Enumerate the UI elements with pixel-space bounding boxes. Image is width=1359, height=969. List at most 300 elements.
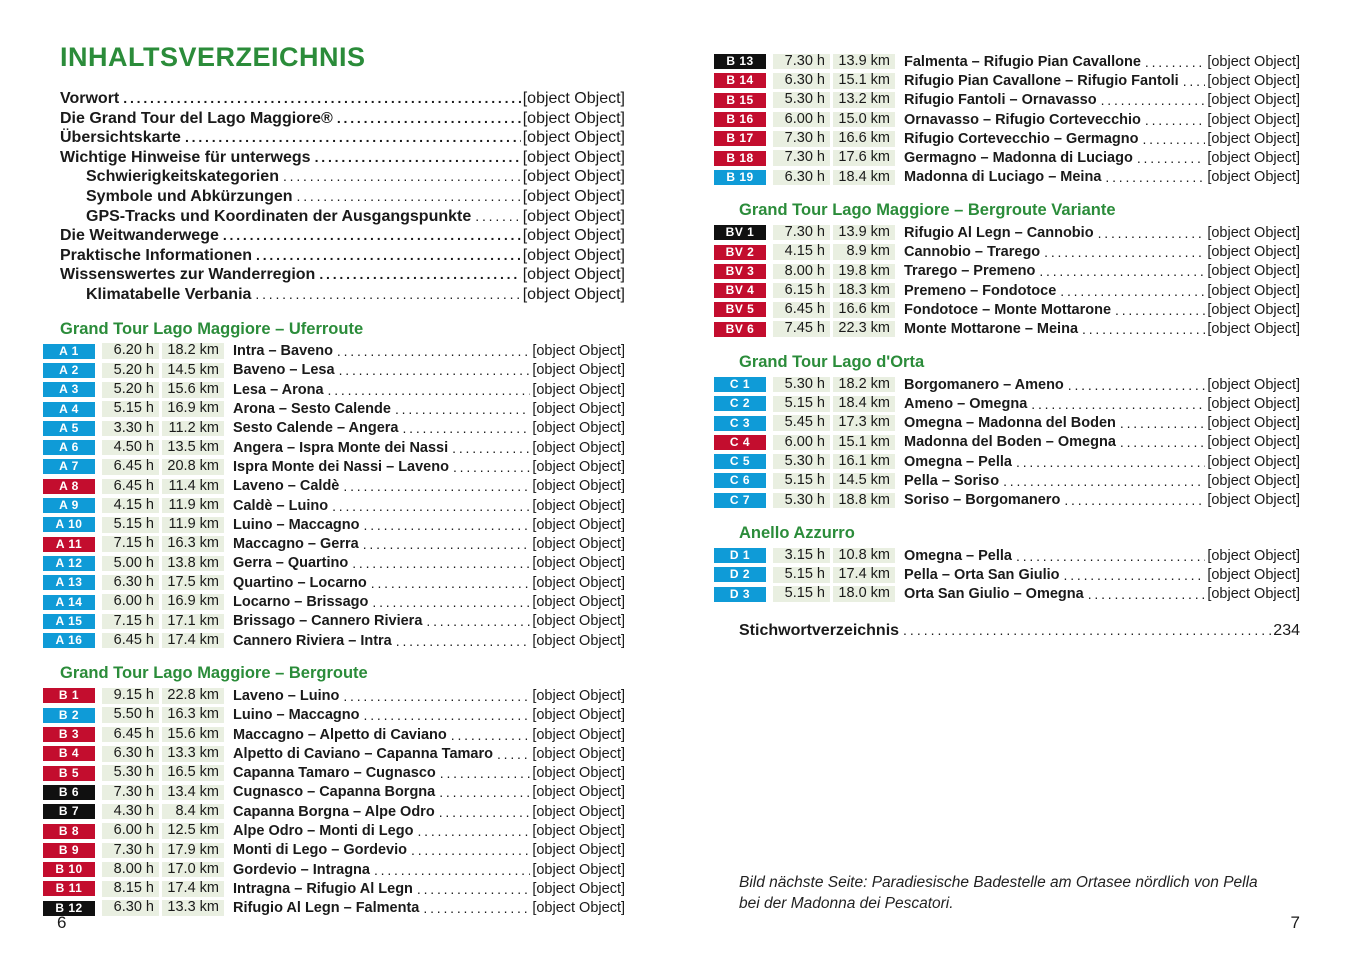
- route-list-bergroute: [43, 686, 625, 918]
- leader-dots: [1003, 473, 1205, 489]
- route-time: 5.30 h: [773, 92, 830, 108]
- route-page-number: [object Object]: [1207, 301, 1300, 318]
- leader-dots: [395, 401, 530, 417]
- leader-dots: [352, 555, 530, 571]
- route-row: [714, 91, 1300, 110]
- route-time: 8.15 h: [102, 881, 159, 897]
- route-distance: 14.5 km: [162, 363, 224, 379]
- section-title-lago-dorta: Grand Tour Lago d'Orta: [739, 352, 925, 371]
- route-row: [43, 592, 625, 611]
- leader-dots: [1145, 54, 1205, 70]
- route-distance: 18.0 km: [833, 586, 895, 602]
- route-name: Rifugio Al Legn – Falmenta: [233, 900, 420, 917]
- route-distance: 13.8 km: [162, 556, 224, 572]
- route-name: Madonna del Boden – Omegna: [904, 434, 1116, 451]
- route-badge: A 5: [43, 421, 95, 436]
- route-page-number: [object Object]: [1207, 150, 1300, 167]
- leader-dots: [1098, 225, 1206, 241]
- route-name: Alpe Odro – Monti di Lego: [233, 823, 414, 839]
- route-page-number: [object Object]: [1207, 263, 1300, 280]
- leader-dots: [451, 727, 531, 743]
- route-badge: C 7: [714, 493, 766, 508]
- route-row: [43, 631, 625, 650]
- route-distance: 16.3 km: [162, 707, 224, 723]
- route-page-number: [object Object]: [532, 439, 625, 456]
- route-row: [43, 535, 625, 554]
- route-time: 6.15 h: [773, 283, 830, 299]
- route-page-number: [object Object]: [532, 823, 625, 839]
- leader-dots: [343, 688, 530, 704]
- route-row: [43, 515, 625, 534]
- route-page-number: [object Object]: [1207, 92, 1300, 109]
- route-distance: 18.4 km: [833, 396, 895, 412]
- front-matter-list: [60, 90, 625, 306]
- route-badge: B 5: [43, 766, 95, 781]
- route-row: [43, 802, 625, 821]
- route-row: [714, 242, 1300, 261]
- route-name: Premeno – Fondotoce: [904, 282, 1057, 299]
- leader-dots: [185, 129, 521, 145]
- route-name: Ispra Monte dei Nassi – Laveno: [233, 458, 449, 475]
- route-row: [43, 457, 625, 476]
- route-name: Cugnasco – Capanna Borgna: [233, 784, 436, 801]
- entry-page-number: [object Object]: [522, 148, 625, 166]
- route-badge: B 9: [43, 843, 95, 858]
- route-name: Arona – Sesto Calende: [233, 401, 391, 418]
- entry-label: Klimatabelle Verbania: [86, 285, 252, 303]
- route-page-number: [object Object]: [1207, 547, 1300, 564]
- entry-label: Symbole und Abkürzungen: [86, 187, 293, 205]
- route-time: 5.15 h: [773, 396, 830, 412]
- route-distance: 20.8 km: [162, 459, 224, 475]
- route-name: Luino – Maccagno: [233, 516, 360, 533]
- route-row: [43, 419, 625, 438]
- route-row: [714, 491, 1300, 510]
- page-number-left: 6: [57, 913, 67, 932]
- leader-dots: [372, 594, 530, 610]
- route-distance: 11.9 km: [162, 498, 224, 514]
- route-list-lago-dorta: [714, 375, 1300, 510]
- route-time: 4.15 h: [102, 498, 159, 514]
- front-matter-entry: [60, 129, 625, 149]
- route-name: Brissago – Cannero Riviera: [233, 613, 423, 630]
- route-time: 5.45 h: [773, 415, 830, 431]
- route-name: Baveno – Lesa: [233, 362, 335, 379]
- route-row: [43, 554, 625, 573]
- leader-dots: [319, 266, 520, 282]
- route-page-number: [object Object]: [532, 381, 625, 398]
- route-badge: A 4: [43, 402, 95, 417]
- route-badge: BV 2: [714, 245, 766, 260]
- leader-dots: [364, 517, 531, 533]
- route-row: [714, 223, 1300, 242]
- route-row: [714, 71, 1300, 90]
- route-time: 6.00 h: [102, 594, 159, 610]
- index-entry: [739, 622, 1300, 640]
- route-name: Laveno – Caldè: [233, 478, 340, 495]
- entry-page-number: [object Object]: [522, 90, 625, 107]
- route-time: 5.30 h: [773, 377, 830, 393]
- route-page-number: [object Object]: [532, 516, 625, 533]
- route-page-number: [object Object]: [532, 687, 625, 704]
- route-badge: B 15: [714, 93, 766, 108]
- route-distance: 8.9 km: [833, 244, 895, 260]
- route-badge: BV 6: [714, 322, 766, 337]
- route-time: 5.30 h: [773, 493, 830, 509]
- route-time: 9.15 h: [102, 688, 159, 704]
- route-row: [43, 706, 625, 725]
- route-badge: D 1: [714, 548, 766, 563]
- leader-dots: [123, 90, 520, 106]
- route-time: 5.20 h: [102, 363, 159, 379]
- leader-dots: [337, 110, 521, 126]
- route-badge: A 8: [43, 479, 95, 494]
- route-page-number: [object Object]: [1207, 453, 1300, 470]
- route-name: Locarno – Brissago: [233, 594, 369, 611]
- route-name: Laveno – Luino: [233, 687, 340, 704]
- leader-dots: [439, 784, 530, 800]
- route-badge: A 10: [43, 517, 95, 532]
- entry-page-number: [object Object]: [522, 246, 625, 264]
- route-distance: 8.4 km: [162, 804, 224, 820]
- front-matter-entry: [60, 90, 625, 110]
- leader-dots: [1060, 283, 1205, 299]
- route-page-number: [object Object]: [1207, 566, 1300, 583]
- route-time: 5.15 h: [773, 567, 830, 583]
- index-page-number: 234: [1273, 621, 1300, 639]
- route-time: 7.30 h: [773, 54, 830, 70]
- route-time: 7.30 h: [102, 843, 159, 859]
- route-time: 6.00 h: [102, 823, 159, 839]
- route-badge: B 13: [714, 54, 766, 69]
- route-name: Monti di Lego – Gordevio: [233, 842, 407, 859]
- leader-dots: [339, 362, 531, 378]
- route-distance: 11.4 km: [162, 479, 224, 495]
- route-distance: 13.2 km: [833, 92, 895, 108]
- route-badge: B 19: [714, 170, 766, 185]
- route-name: Ameno – Omegna: [904, 395, 1028, 412]
- route-page-number: [object Object]: [532, 745, 625, 762]
- route-badge: BV 4: [714, 283, 766, 298]
- leader-dots: [439, 804, 531, 820]
- route-distance: 15.0 km: [833, 112, 895, 128]
- route-badge: A 12: [43, 556, 95, 571]
- route-badge: B 12: [43, 901, 95, 916]
- route-distance: 13.5 km: [162, 440, 224, 456]
- route-page-number: [object Object]: [1207, 169, 1300, 186]
- route-badge: A 11: [43, 537, 95, 552]
- route-row: [43, 438, 625, 457]
- route-distance: 16.3 km: [162, 536, 224, 552]
- route-page-number: [object Object]: [532, 555, 625, 572]
- route-row: [43, 612, 625, 631]
- page-title: INHALTSVERZEICHNIS: [60, 42, 366, 72]
- leader-dots: [297, 188, 521, 204]
- entry-label: Wissenswertes zur Wanderregion: [60, 266, 316, 284]
- leader-dots: [283, 168, 521, 184]
- route-name: Soriso – Borgomanero: [904, 492, 1061, 509]
- section-title-bergroute: Grand Tour Lago Maggiore – Bergroute: [60, 664, 368, 683]
- route-time: 4.15 h: [773, 244, 830, 260]
- route-distance: 16.9 km: [162, 401, 224, 417]
- route-distance: 17.4 km: [833, 567, 895, 583]
- route-distance: 22.3 km: [833, 321, 895, 337]
- route-distance: 16.1 km: [833, 454, 895, 470]
- route-name: Luino – Maccagno: [233, 707, 360, 724]
- route-time: 6.30 h: [102, 746, 159, 762]
- route-distance: 13.3 km: [162, 746, 224, 762]
- route-time: 7.15 h: [102, 536, 159, 552]
- route-row: [43, 399, 625, 418]
- route-time: 6.20 h: [102, 343, 159, 359]
- route-badge: C 5: [714, 454, 766, 469]
- leader-dots: [411, 842, 530, 858]
- leader-dots: [256, 247, 521, 263]
- route-distance: 16.6 km: [833, 302, 895, 318]
- route-page-number: [object Object]: [532, 574, 625, 591]
- route-page-number: [object Object]: [532, 478, 625, 495]
- leader-dots: [255, 286, 520, 302]
- route-name: Trarego – Premeno: [904, 263, 1036, 280]
- route-page-number: [object Object]: [1207, 111, 1300, 128]
- route-page-number: [object Object]: [1207, 434, 1300, 451]
- route-badge: A 1: [43, 344, 95, 359]
- route-distance: 11.2 km: [162, 421, 224, 437]
- leader-dots: [337, 343, 530, 359]
- route-distance: 12.5 km: [162, 823, 224, 839]
- leader-dots: [1064, 567, 1206, 583]
- front-matter-entry: [60, 208, 625, 228]
- route-row: [43, 380, 625, 399]
- route-row: [43, 763, 625, 782]
- route-time: 8.00 h: [102, 862, 159, 878]
- route-row: [714, 375, 1300, 394]
- route-page-number: [object Object]: [532, 842, 625, 859]
- route-time: 7.30 h: [773, 150, 830, 166]
- entry-page-number: [object Object]: [522, 207, 625, 225]
- route-page-number: [object Object]: [532, 707, 625, 724]
- route-row: [714, 433, 1300, 452]
- route-badge: BV 1: [714, 225, 766, 240]
- route-page-number: [object Object]: [532, 900, 625, 917]
- route-badge: D 2: [714, 567, 766, 582]
- route-time: 6.45 h: [102, 727, 159, 743]
- route-distance: 22.8 km: [162, 688, 224, 704]
- route-time: 8.00 h: [773, 264, 830, 280]
- leader-dots: [363, 536, 531, 552]
- route-name: Intragna – Rifugio Al Legn: [233, 880, 413, 897]
- route-page-number: [object Object]: [1207, 244, 1300, 261]
- entry-label: Wichtige Hinweise für unterwegs: [60, 148, 311, 166]
- front-matter-entry: [60, 227, 625, 247]
- route-time: 4.30 h: [102, 804, 159, 820]
- route-name: Lesa – Arona: [233, 381, 324, 398]
- route-distance: 17.1 km: [162, 614, 224, 630]
- route-name: Capanna Borgna – Alpe Odro: [233, 803, 435, 820]
- leader-dots: [903, 622, 1271, 638]
- leader-dots: [1068, 377, 1206, 393]
- route-time: 6.30 h: [102, 575, 159, 591]
- route-time: 5.20 h: [102, 382, 159, 398]
- route-row: [714, 168, 1300, 187]
- route-badge: A 2: [43, 363, 95, 378]
- route-row: [714, 262, 1300, 281]
- route-row: [714, 148, 1300, 167]
- route-name: Ornavasso – Rifugio Cortevecchio: [904, 111, 1141, 128]
- route-time: 3.30 h: [102, 421, 159, 437]
- route-distance: 16.5 km: [162, 765, 224, 781]
- route-name: Pella – Soriso: [904, 472, 1000, 489]
- route-badge: C 2: [714, 396, 766, 411]
- leader-dots: [1115, 302, 1205, 318]
- route-distance: 15.1 km: [833, 73, 895, 89]
- photo-caption: Bild nächste Seite: Paradiesische Badestelle am Ortasee nördlich von Pella bei der Madonna dei Pescatori.: [739, 874, 1258, 912]
- route-time: 5.00 h: [102, 556, 159, 572]
- route-row: [714, 281, 1300, 300]
- leader-dots: [396, 633, 531, 649]
- route-name: Rifugio Fantoli – Ornavasso: [904, 92, 1097, 109]
- route-distance: 17.5 km: [162, 575, 224, 591]
- route-page-number: [object Object]: [532, 613, 625, 630]
- route-badge: B 17: [714, 131, 766, 146]
- route-time: 5.15 h: [773, 586, 830, 602]
- route-name: Monte Mottarone – Meina: [904, 321, 1079, 338]
- route-time: 5.50 h: [102, 707, 159, 723]
- leader-dots: [223, 227, 521, 243]
- route-row: [43, 860, 625, 879]
- route-row: [43, 744, 625, 763]
- route-row: [43, 899, 625, 918]
- route-badge: A 6: [43, 440, 95, 455]
- route-page-number: [object Object]: [532, 784, 625, 801]
- route-badge: B 14: [714, 73, 766, 88]
- route-distance: 10.8 km: [833, 548, 895, 564]
- route-name: Intra – Baveno: [233, 343, 333, 360]
- route-badge: B 8: [43, 824, 95, 839]
- route-row: [714, 565, 1300, 584]
- route-name: Falmenta – Rifugio Pian Cavallone: [904, 53, 1141, 70]
- route-list-bergroute-continued: [714, 52, 1300, 187]
- leader-dots: [1044, 244, 1205, 260]
- route-distance: 18.2 km: [833, 377, 895, 393]
- route-badge: A 13: [43, 575, 95, 590]
- route-row: [43, 879, 625, 898]
- route-badge: B 10: [43, 862, 95, 877]
- route-row: [43, 821, 625, 840]
- route-row: [714, 300, 1300, 319]
- route-distance: 15.1 km: [833, 435, 895, 451]
- left-column: [43, 40, 625, 918]
- route-distance: 17.0 km: [162, 862, 224, 878]
- entry-page-number: [object Object]: [522, 266, 625, 284]
- route-row: [714, 452, 1300, 471]
- route-page-number: [object Object]: [532, 362, 625, 379]
- route-list-bergroute-variante: [714, 223, 1300, 339]
- route-badge: BV 5: [714, 302, 766, 317]
- route-row: [43, 725, 625, 744]
- route-name: Borgomanero – Ameno: [904, 376, 1064, 393]
- route-page-number: [object Object]: [1207, 224, 1300, 241]
- entry-page-number: [object Object]: [522, 168, 625, 186]
- route-badge: A 16: [43, 633, 95, 648]
- route-distance: 15.6 km: [162, 382, 224, 398]
- route-page-number: [object Object]: [532, 343, 625, 360]
- route-badge: B 11: [43, 881, 95, 896]
- route-time: 5.15 h: [773, 473, 830, 489]
- route-badge: A 9: [43, 498, 95, 513]
- route-page-number: [object Object]: [532, 497, 625, 514]
- route-row: [43, 841, 625, 860]
- leader-dots: [374, 862, 530, 878]
- route-badge: C 6: [714, 473, 766, 488]
- route-name: Caldè – Luino: [233, 497, 329, 514]
- section-title-bergroute-variante: Grand Tour Lago Maggiore – Bergroute Variante: [739, 201, 1116, 220]
- leader-dots: [1120, 415, 1205, 431]
- page-number-right: 7: [1290, 913, 1300, 932]
- route-row: [714, 110, 1300, 129]
- route-distance: 13.4 km: [162, 785, 224, 801]
- section-title-uferroute: Grand Tour Lago Maggiore – Uferroute: [60, 319, 364, 338]
- leader-dots: [417, 823, 530, 839]
- route-distance: 17.4 km: [162, 881, 224, 897]
- leader-dots: [440, 765, 531, 781]
- route-row: [714, 471, 1300, 490]
- route-badge: BV 3: [714, 264, 766, 279]
- route-time: 7.45 h: [773, 321, 830, 337]
- leader-dots: [315, 149, 521, 165]
- entry-page-number: [object Object]: [522, 227, 625, 245]
- route-page-number: [object Object]: [1207, 395, 1300, 412]
- front-matter-entry: [60, 149, 625, 169]
- route-distance: 17.9 km: [162, 843, 224, 859]
- route-distance: 19.8 km: [833, 264, 895, 280]
- route-time: 6.45 h: [102, 479, 159, 495]
- route-page-number: [object Object]: [1207, 53, 1300, 70]
- entry-page-number: [object Object]: [522, 285, 625, 303]
- route-row: [43, 361, 625, 380]
- route-badge: B 18: [714, 151, 766, 166]
- leader-dots: [453, 459, 530, 475]
- entry-label: Praktische Informationen: [60, 246, 253, 264]
- route-distance: 13.9 km: [833, 54, 895, 70]
- front-matter-entry: [60, 110, 625, 130]
- route-badge: A 14: [43, 595, 95, 610]
- route-badge: B 7: [43, 804, 95, 819]
- route-page-number: [object Object]: [1207, 472, 1300, 489]
- route-name: Omegna – Pella: [904, 547, 1012, 564]
- route-distance: 16.6 km: [833, 131, 895, 147]
- index-label: Stichwortverzeichnis: [739, 621, 900, 639]
- route-name: Rifugio Al Legn – Cannobio: [904, 224, 1094, 241]
- route-row: [43, 496, 625, 515]
- leader-dots: [332, 498, 530, 514]
- route-time: 6.45 h: [773, 302, 830, 318]
- route-time: 6.45 h: [102, 459, 159, 475]
- front-matter-entry: [60, 188, 625, 208]
- entry-page-number: [object Object]: [522, 109, 625, 127]
- leader-dots: [1142, 131, 1205, 147]
- entry-label: GPS-Tracks und Koordinaten der Ausgangspunkte: [86, 207, 472, 225]
- leader-dots: [1105, 169, 1205, 185]
- route-name: Maccagno – Alpetto di Caviano: [233, 726, 447, 743]
- route-page-number: [object Object]: [1207, 72, 1300, 89]
- route-page-number: [object Object]: [532, 632, 625, 649]
- route-distance: 14.5 km: [833, 473, 895, 489]
- route-distance: 18.3 km: [833, 283, 895, 299]
- route-distance: 16.9 km: [162, 594, 224, 610]
- route-page-number: [object Object]: [1207, 282, 1300, 299]
- leader-dots: [402, 420, 530, 436]
